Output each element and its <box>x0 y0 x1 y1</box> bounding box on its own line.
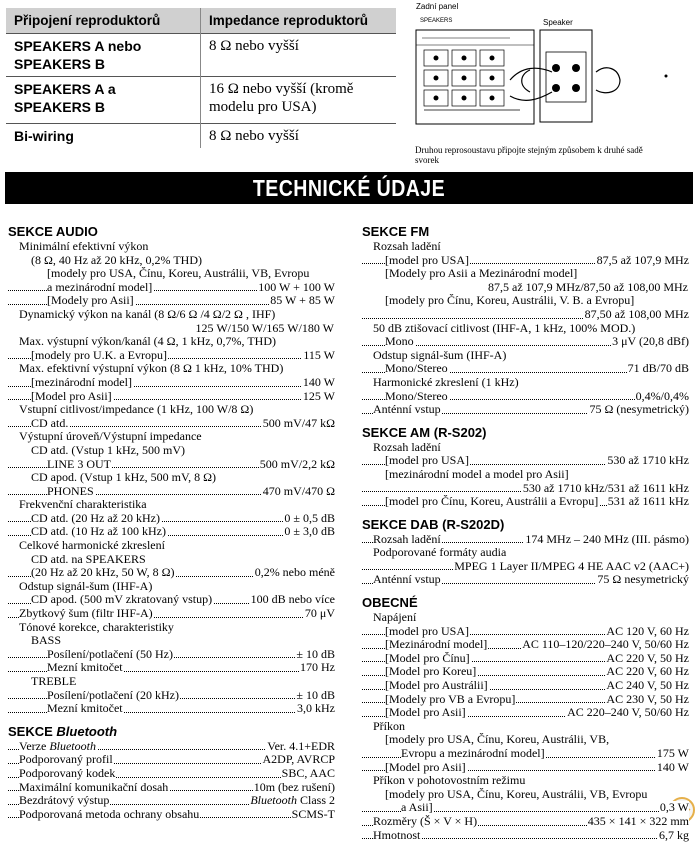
specs-left-column <box>8 224 335 821</box>
spec-value: 0,3 W <box>659 801 689 815</box>
spec-label: Mono <box>385 335 414 349</box>
spec-line <box>8 634 335 648</box>
spec-value: 100 dB nebo více <box>250 593 335 607</box>
spec-value: 3 μV (20,8 dBf) <box>612 335 689 349</box>
spec-label <box>415 308 416 321</box>
table-header-connection: Připojení reproduktorů <box>6 8 201 34</box>
table-row <box>6 34 396 77</box>
spec-label: (20 Hz až 20 kHz, 50 W, 8 Ω) <box>31 566 175 580</box>
spec-label: [Mezinárodní model] <box>385 638 488 652</box>
spec-value: SCMS-T <box>291 807 335 821</box>
spec-line <box>362 693 689 707</box>
spec-line <box>362 638 689 652</box>
table-cell-impedance: 16 Ω nebo vyšší (kromě modelu pro USA) <box>201 77 397 124</box>
spec-label: [modely pro USA, Čínu, Koreu, Austrálii, VB, Evropu <box>385 787 648 801</box>
spec-label: [model pro USA] <box>385 253 469 267</box>
spec-label: Mezní kmitočet <box>47 661 123 675</box>
spec-line <box>8 390 335 404</box>
spec-value: 85 W + 85 W <box>270 294 335 308</box>
spec-value: 140 W <box>656 760 689 774</box>
spec-label: Mono/Stereo <box>385 362 448 376</box>
spec-label: Hmotnost <box>373 828 421 842</box>
spec-label: Posílení/potlačení (20 kHz) <box>47 688 179 702</box>
spec-label: Anténní vstup <box>373 573 441 587</box>
spec-label: CD apod. (500 mV zkratovaný vstup) <box>31 593 213 607</box>
spec-value: 140 W <box>302 375 335 389</box>
spec-line <box>362 349 689 363</box>
spec-label: CD atd. (10 Hz až 100 kHz) <box>31 525 166 539</box>
spec-label: Anténní vstup <box>373 403 441 417</box>
spec-label: [Model pro Čínu] <box>385 651 470 665</box>
spec-value: Ver. 4.1+EDR <box>267 739 335 753</box>
spec-label: [Modely pro Asii] <box>47 294 134 308</box>
spec-value: A2DP, AVRCP <box>262 753 335 767</box>
spec-value: 435 × 141 × 322 mm <box>587 814 689 828</box>
spec-line <box>8 767 335 781</box>
table-header-row <box>6 8 396 34</box>
spec-line <box>362 441 689 455</box>
spec-label: Odstup signál-šum (IHF-A) <box>19 579 153 593</box>
spec-label: Posílení/potlačení (50 Hz) <box>47 647 173 661</box>
spec-label: Verze Bluetooth <box>19 739 96 753</box>
spec-label: [Model pro Asii] <box>385 760 466 774</box>
spec-line <box>362 573 689 587</box>
spec-label: Rozsah ladění <box>373 440 441 454</box>
spec-label: Podporovaná metoda ochrany obsahu <box>19 807 200 821</box>
spec-label: Vstupní citlivost/impedance (1 kHz, 100 W/8 Ω) <box>19 403 254 417</box>
spec-line <box>362 390 689 404</box>
spec-label: CD atd. na SPEAKERS <box>31 552 146 566</box>
spec-line <box>362 454 689 468</box>
spec-label: [modely pro USA, Čínu, Koreu, Austrálii, VB, <box>385 733 610 747</box>
spec-line <box>8 362 335 376</box>
spec-value: 0,4%/0,4% <box>635 389 689 403</box>
spec-value: 500 mV/2,2 kΩ <box>259 457 335 471</box>
spec-label: a Asii] <box>401 801 433 815</box>
spec-line <box>8 403 335 417</box>
spec-value: 470 mV/470 Ω <box>262 484 335 498</box>
spec-label: Odstup signál-šum (IHF-A) <box>373 348 507 362</box>
spec-line <box>362 625 689 639</box>
spec-line <box>8 471 335 485</box>
spec-label: Mono/Stereo <box>385 389 448 403</box>
spec-label: CD atd. (Vstup 1 kHz, 500 mV) <box>31 443 185 457</box>
speakers-terminal-label: SPEAKERS <box>420 18 453 24</box>
spec-label: Celkové harmonické zkreslení <box>19 539 165 553</box>
spec-label: Příkon <box>373 719 406 733</box>
spec-label: Napájení <box>373 611 417 625</box>
spec-line <box>8 322 335 336</box>
spec-line <box>362 468 689 482</box>
spec-line <box>8 607 335 621</box>
spec-label <box>415 482 416 495</box>
spec-line <box>362 774 689 788</box>
spec-line <box>8 444 335 458</box>
spec-line <box>8 240 335 254</box>
spec-label: [model pro Čínu, Koreu, Austrálii a Evropu] <box>385 495 599 509</box>
spec-value: 71 dB/70 dB <box>627 362 689 376</box>
spec-value: 3,0 kHz <box>297 702 335 716</box>
spec-label: Frekvenční charakteristika <box>19 498 147 512</box>
table-cell-impedance: 8 Ω nebo vyšší <box>201 34 397 77</box>
spec-value: 100 W + 100 W <box>258 280 335 294</box>
spec-line <box>8 689 335 703</box>
table-cell-connection: Bi-wiring <box>6 124 201 149</box>
spec-line <box>8 525 335 539</box>
spec-line <box>362 362 689 376</box>
spec-label: Harmonické zkreslení (1 kHz) <box>373 375 519 389</box>
spec-line <box>362 747 689 761</box>
spec-line <box>362 665 689 679</box>
spec-value: ± 10 dB <box>296 688 335 702</box>
section-heading: OBECNÉ <box>362 595 418 611</box>
page-title: TECHNICKÉ ÚDAJE <box>252 175 446 201</box>
spec-value: AC 120 V, 60 Hz <box>606 624 689 638</box>
spec-label: PHONES <box>47 484 94 498</box>
spec-value: 115 W <box>303 348 335 362</box>
spec-value: 75 Ω (nesymetrický) <box>589 403 689 417</box>
spec-label: BASS <box>31 634 62 648</box>
spec-value: 0 ± 3,0 dB <box>284 525 335 539</box>
spec-line <box>8 740 335 754</box>
spec-line <box>8 808 335 822</box>
spec-label: Podporované formáty audia <box>373 546 507 560</box>
spec-label: CD atd. <box>31 416 69 430</box>
spec-value: AC 220 V, 50 Hz <box>606 651 689 665</box>
spec-line <box>8 376 335 390</box>
speaker-impedance-table <box>6 8 396 148</box>
spec-line <box>8 675 335 689</box>
spec-line <box>8 267 335 281</box>
spec-line <box>8 335 335 349</box>
table-header-impedance: Impedance reproduktorů <box>201 8 397 34</box>
spec-label: a mezinárodní model] <box>47 280 153 294</box>
spec-label: 50 dB ztišovací citlivost (IHF-A, 1 kHz, 100% MOD.) <box>373 321 636 335</box>
spec-label: Rozměry (Š × V × H) <box>373 814 478 828</box>
spec-line <box>8 580 335 594</box>
spec-value: 530 až 1710 kHz <box>607 454 689 468</box>
spec-value: 6,7 kg <box>659 828 689 842</box>
spec-line <box>362 267 689 281</box>
spec-label: [modely pro Čínu, Koreu, Austrálii, V. B. a Evropu] <box>385 294 635 308</box>
spec-line <box>8 512 335 526</box>
spec-value: AC 230 V, 50 Hz <box>606 692 689 706</box>
spec-value: 174 MHz – 240 MHz (III. pásmo) <box>525 532 689 546</box>
spec-value: 125 W <box>302 389 335 403</box>
spec-line <box>8 349 335 363</box>
spec-label: Mezní kmitočet <box>47 702 123 716</box>
spec-value: AC 220–240 V, 50/60 Hz <box>567 706 689 720</box>
spec-value: 75 Ω nesymetrický <box>597 573 689 587</box>
spec-line <box>362 495 689 509</box>
section-title-bar <box>5 172 693 204</box>
spec-line <box>362 706 689 720</box>
spec-line <box>362 761 689 775</box>
spec-label: Zbytkový šum (filtr IHF-A) <box>19 607 153 621</box>
spec-label: [Modely pro VB a Evropu] <box>385 692 516 706</box>
spec-label: (8 Ω, 40 Hz až 20 kHz, 0,2% THD) <box>31 253 202 267</box>
table-row <box>6 77 396 124</box>
spec-label: 87,5 až 107,9 MHz/87,50 až 108,00 MHz <box>488 280 688 294</box>
spec-line <box>362 733 689 747</box>
spec-value: Bluetooth Class 2 <box>250 794 335 808</box>
spec-line <box>362 281 689 295</box>
spec-label: [Model pro Koreu] <box>385 665 477 679</box>
spec-line <box>362 403 689 417</box>
spec-line <box>362 376 689 390</box>
spec-value: MPEG 1 Layer II/MPEG 4 HE AAC v2 (AAC+) <box>454 559 689 573</box>
spec-label: [model pro USA] <box>385 454 469 468</box>
spec-label: [Model pro Austrálii] <box>385 679 488 693</box>
spec-label: Maximální komunikační dosah <box>19 780 169 794</box>
spec-value: 87,5 až 107,9 MHz <box>596 253 689 267</box>
spec-label: [mezinárodní model] <box>31 375 132 389</box>
spec-label: Evropu a mezinárodní model] <box>401 747 545 760</box>
spec-label: [mezinárodní model a model pro Asii] <box>385 467 569 481</box>
spec-line <box>8 661 335 675</box>
spec-value: 175 W <box>656 747 689 760</box>
spec-line <box>8 281 335 295</box>
spec-label: LINE 3 OUT <box>47 457 111 471</box>
spec-label: TREBLE <box>31 675 77 688</box>
spec-line <box>362 546 689 560</box>
spec-value: 0 ± 0,5 dB <box>284 511 335 525</box>
spec-label: Dynamický výkon na kanál (8 Ω/6 Ω /4 Ω/2 Ω , IHF) <box>19 307 276 321</box>
diagram-caption: Druhou reprosoustavu připojte stejným způsobem k druhé sadě svorek <box>415 145 643 165</box>
spec-value: AC 110–120/220–240 V, 50/60 Hz <box>522 638 689 652</box>
spec-line <box>362 308 689 322</box>
spec-label: [Modely pro Asii a Mezinárodní model] <box>385 267 578 281</box>
spec-label: CD atd. (20 Hz až 20 kHz) <box>31 511 160 525</box>
spec-value: 500 mV/47 kΩ <box>262 416 335 430</box>
spec-label: [Model pro Asii] <box>385 706 466 720</box>
section-heading: SEKCE FM <box>362 224 430 239</box>
spec-line <box>8 593 335 607</box>
spec-value: SBC, AAC <box>281 766 335 780</box>
spec-label: Výstupní úroveň/Výstupní impedance <box>19 430 202 444</box>
spec-line <box>362 611 689 625</box>
spec-line <box>8 794 335 808</box>
spec-label: Bezdrátový výstup <box>19 794 110 808</box>
spec-label: Rozsah ladění <box>373 532 441 546</box>
spec-line <box>8 254 335 268</box>
spec-line <box>362 801 689 815</box>
spec-label: Rozsah ladění <box>373 240 441 253</box>
spec-label: 125 W/150 W/165 W/180 W <box>195 321 334 335</box>
spec-line <box>8 648 335 662</box>
spec-value: ± 10 dB <box>296 647 335 661</box>
section-heading: SEKCE AM (R-S202) <box>362 424 487 440</box>
spec-line <box>8 485 335 499</box>
specs-right-column <box>362 224 689 842</box>
spec-line <box>362 652 689 666</box>
spec-line <box>362 788 689 802</box>
spec-line <box>362 322 689 336</box>
spec-line <box>362 240 689 254</box>
table-row <box>6 124 396 149</box>
spec-line <box>8 308 335 322</box>
spec-value: AC 240 V, 50 Hz <box>606 679 689 693</box>
spec-line <box>362 294 689 308</box>
spec-label: [Model pro Asii] <box>31 389 112 403</box>
spec-value: 531 až 1611 kHz <box>607 495 689 509</box>
spec-value: 10m (bez rušení) <box>253 780 335 794</box>
spec-line <box>8 781 335 795</box>
section-heading: SEKCE AUDIO <box>8 224 98 239</box>
rear-panel-label: Zadní panel <box>416 2 459 11</box>
spec-line <box>8 417 335 431</box>
spec-line <box>8 753 335 767</box>
spec-label: Tónové korekce, charakteristiky <box>19 620 174 634</box>
spec-line <box>362 815 689 829</box>
table-cell-connection: SPEAKERS A nebo SPEAKERS B <box>6 34 201 77</box>
spec-line <box>8 566 335 580</box>
table-cell-impedance: 8 Ω nebo vyšší <box>201 124 397 149</box>
spec-value: 70 μV <box>304 607 335 621</box>
spec-label: Podporovaný kodek <box>19 766 116 780</box>
spec-line <box>362 829 689 843</box>
spec-label: [model pro USA] <box>385 624 469 638</box>
spec-label: Minimální efektivní výkon <box>19 240 149 253</box>
spec-line <box>362 560 689 574</box>
spec-value: AC 220 V, 60 Hz <box>606 665 689 679</box>
spec-line <box>8 498 335 512</box>
spec-line <box>362 679 689 693</box>
spec-label <box>385 560 386 573</box>
spec-label: Max. výstupní výkon/kanál (4 Ω, 1 kHz, 0,7%, THD) <box>19 335 276 349</box>
table-cell-connection: SPEAKERS A a SPEAKERS B <box>6 77 201 124</box>
spec-line <box>8 702 335 716</box>
spec-line <box>362 533 689 547</box>
spec-value: 530 až 1710 kHz/531 až 1611 kHz <box>522 481 689 495</box>
spec-label: [modely pro USA, Čínu, Koreu, Austrálii, VB, Evropu <box>47 267 310 281</box>
spec-label: Max. efektivní výstupní výkon (8 Ω 1 kHz, 10% THD) <box>19 362 284 376</box>
spec-label: Příkon v pohotovostním režimu <box>373 774 526 788</box>
section-heading: SEKCE Bluetooth <box>8 723 118 739</box>
spec-line <box>8 539 335 553</box>
spec-label: Podporovaný profil <box>19 753 113 767</box>
spec-line <box>362 254 689 268</box>
spec-line <box>8 430 335 444</box>
spec-line <box>362 482 689 496</box>
spec-line <box>362 720 689 734</box>
spec-line <box>362 335 689 349</box>
spec-label: [modely pro U.K. a Evropu] <box>31 348 167 362</box>
spec-line <box>8 294 335 308</box>
spec-line <box>8 621 335 635</box>
spec-line <box>8 458 335 472</box>
section-heading: SEKCE DAB (R-S202D) <box>362 516 505 532</box>
speaker-label: Speaker <box>543 18 573 27</box>
spec-value: 170 Hz <box>300 661 335 675</box>
spec-line <box>8 553 335 567</box>
spec-value: 0,2% nebo méně <box>254 566 335 580</box>
spec-label: CD apod. (Vstup 1 kHz, 500 mV, 8 Ω) <box>31 471 217 485</box>
spec-value: 87,50 až 108,00 MHz <box>584 307 689 321</box>
